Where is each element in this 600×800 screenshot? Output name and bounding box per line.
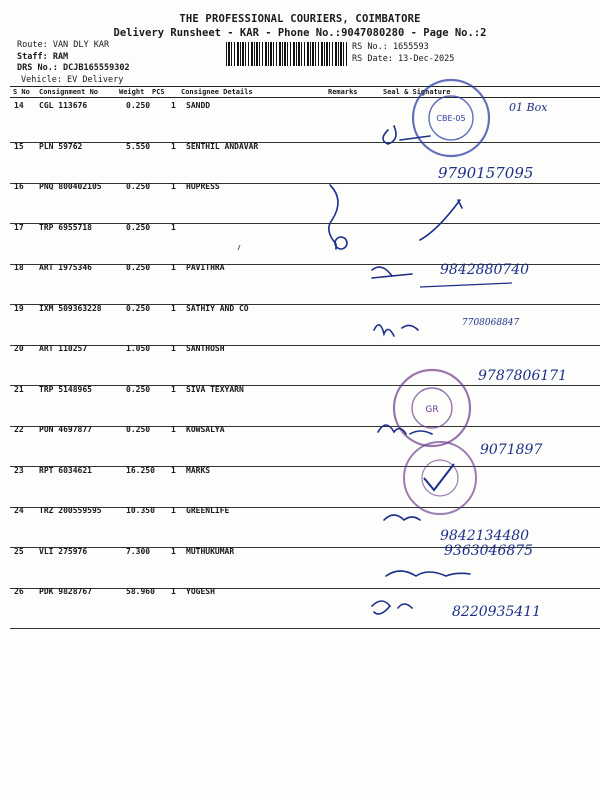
col-weight: Weight [119, 88, 145, 96]
consignee-name: HUPRESS [186, 182, 220, 191]
row-pcs: 1 [171, 222, 176, 232]
col-consignee: Consignee Details [181, 88, 253, 96]
row-sno: 18 [14, 263, 24, 272]
consignment-number: RPT 6034621 [39, 465, 92, 475]
row-sno: 22 [14, 425, 24, 434]
handwritten-phone: 9071897 [480, 442, 543, 458]
consignee-name: KOWSALYA [186, 425, 225, 434]
table-row [10, 466, 600, 506]
row-weight: 0.250 [126, 182, 151, 191]
consignment-number: TRP 5148965 [39, 384, 92, 394]
consignment-number: PDK 9828767 [39, 587, 92, 596]
route-text: Route: VAN DLY KAR [17, 40, 110, 50]
row-weight: 0.250 [126, 384, 151, 394]
row-sno: 16 [14, 182, 24, 191]
row-weight: 58.960 [126, 587, 155, 596]
consignment-number: VLI 275976 [39, 546, 88, 556]
row-pcs: 1 [171, 101, 176, 110]
vehicle-text: Vehicle: EV Delivery [21, 74, 124, 85]
row-pcs: 1 [171, 384, 176, 394]
row-sno: 25 [14, 546, 24, 556]
row-weight: 5.550 [126, 141, 151, 151]
stamp-code-text: CBE-05 [436, 114, 466, 123]
row-sno: 14 [14, 101, 24, 110]
row-sno: 21 [14, 384, 24, 394]
consignee-name: SANTHOSH [186, 344, 225, 353]
stamp-code-text: GR [425, 405, 439, 415]
col-pcs: PCS [152, 88, 165, 96]
row-weight: 0.250 [126, 222, 151, 232]
consignment-number: CGL 113676 [39, 101, 88, 110]
row-sno: 26 [14, 587, 24, 596]
row-pcs: 1 [171, 141, 176, 151]
col-remarks: Remarks [328, 88, 358, 96]
consignee-name: MARKS [186, 465, 211, 475]
handwritten-phone: 9787806171 [478, 368, 568, 384]
consignment-number: TRP 6955718 [39, 222, 92, 232]
row-weight: 10.350 [126, 506, 155, 515]
barcode-icon [226, 42, 348, 66]
row-weight: 0.250 [126, 425, 151, 434]
row-pcs: 1 [171, 465, 176, 475]
consignment-number: IXM 509363228 [39, 303, 102, 313]
row-sno: 17 [14, 222, 24, 232]
table-row [10, 182, 600, 222]
row-sno: 19 [14, 303, 24, 313]
staff-text: Staff: RAM [17, 51, 69, 62]
row-pcs: 1 [171, 263, 176, 272]
row-pcs: 1 [171, 546, 176, 556]
consignment-number: PON 4697877 [39, 425, 92, 434]
row-pcs: 1 [171, 303, 176, 313]
row-sno: 20 [14, 344, 24, 353]
handwritten-phone: 9842880740 [440, 262, 530, 278]
handwritten-phone: 9842134480 [440, 528, 530, 544]
row-divider [10, 628, 600, 629]
row-pcs: 1 [171, 587, 176, 596]
company-title: THE PROFESSIONAL COURIERS, COIMBATORE [179, 13, 421, 25]
row-weight: 0.250 [126, 263, 151, 272]
consignment-number: ART 110257 [39, 344, 88, 353]
drs-number: DRS No.: DCJB165559302 [17, 63, 130, 73]
consignment-number: ART 1975346 [39, 263, 92, 272]
handwritten-box-note: 01 Box [509, 101, 548, 114]
consignee-name: SANDD [186, 101, 211, 110]
consignee-name: GREENLIFE [186, 506, 230, 515]
row-weight: 7.300 [126, 546, 151, 556]
row-sno: 15 [14, 141, 24, 151]
row-weight: 16.250 [126, 465, 155, 475]
row-weight: 0.250 [126, 101, 151, 110]
header-info-right [352, 41, 454, 65]
col-sno: S No [13, 88, 30, 96]
table-row [10, 223, 600, 263]
consignee-name: MUTHUKUMAR [186, 546, 235, 556]
row-pcs: 1 [171, 344, 176, 353]
handwritten-phone: 7708068847 [462, 318, 520, 328]
handwritten-phone: 9790157095 [438, 164, 534, 182]
table-header-rule [10, 97, 600, 98]
row-pcs: 1 [171, 506, 176, 515]
col-seal: Seal & Signature [383, 88, 451, 96]
row-pcs: 1 [171, 425, 176, 434]
runsheet-subtitle: Delivery Runsheet - KAR - Phone No.:9047080280 - Page No.:2 [113, 27, 487, 39]
col-consignment: Consignment No [39, 88, 99, 96]
row-sno: 23 [14, 465, 24, 475]
rs-date: RS Date: 13-Dec-2025 [352, 54, 455, 64]
handwritten-phone: 8220935411 [452, 604, 542, 620]
table-top-rule [10, 86, 600, 87]
row-weight: 1.050 [126, 344, 151, 353]
row-weight: 0.250 [126, 303, 151, 313]
header-info-left [17, 40, 130, 86]
handwritten-phone: 9363046875 [444, 543, 534, 559]
consignment-number: TRZ 200559595 [39, 506, 102, 515]
row-sno: 24 [14, 506, 24, 515]
rs-number: RS No.: 1655593 [352, 42, 429, 52]
consignee-name: YOGESH [186, 587, 215, 596]
row-pcs: 1 [171, 182, 176, 191]
consignment-number: PNQ 800402105 [39, 182, 102, 191]
consignee-name: SENTHIL ANDAVAR [186, 141, 259, 151]
consignee-name: PAVITHRA [186, 263, 225, 272]
consignee-name: SIVA TEXYARN [186, 384, 244, 394]
consignee-name: SATHIY AND CO [186, 303, 249, 313]
table-row [10, 385, 600, 425]
consignment-number: PLN 59762 [39, 141, 83, 151]
